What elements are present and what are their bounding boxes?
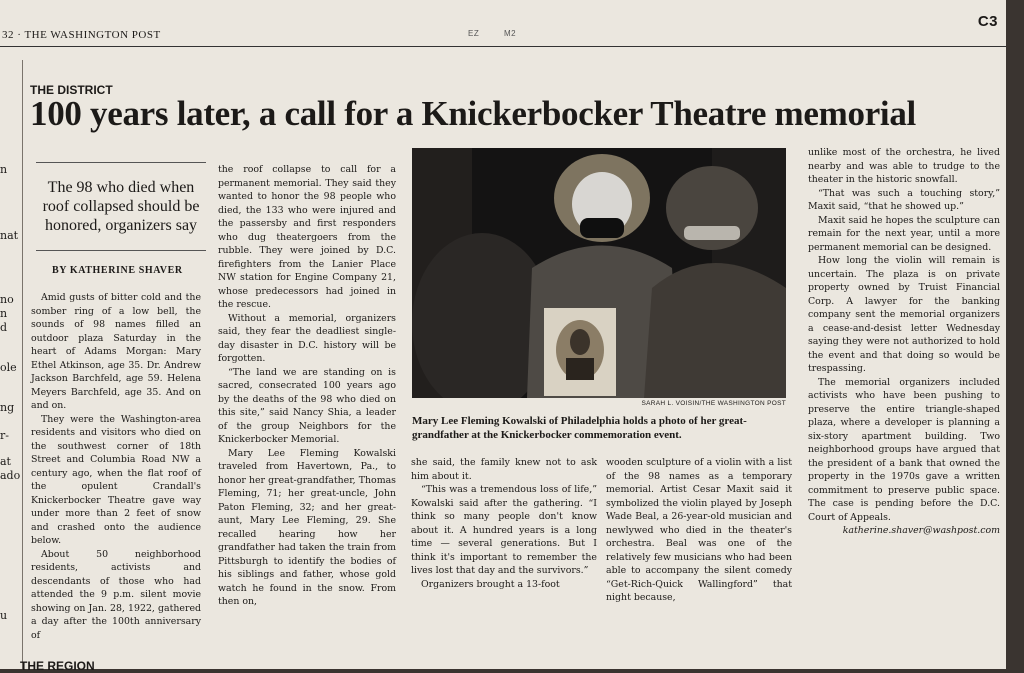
- fragment: d: [0, 321, 8, 334]
- news-photo: [412, 148, 786, 398]
- fragment: nat: [0, 229, 19, 242]
- paragraph: Mary Lee Fleming Kowalski traveled from Havertown, Pa., to honor her great-grandfather, Thomas Fleming, 71; her great-uncle, John Paton Fleming, 32; and her great-aunt, Mary Lee Fleming, 29. She recalled hearing how her grandfather had taken the train from Pittsburgh to identify the bodies of his siblings and father, whose gold watch he found in the snow. From then on,: [218, 447, 396, 607]
- headline: 100 years later, a call for a Knickerbocker Theatre memorial: [30, 94, 916, 133]
- paragraph: “This was a tremendous loss of life,” Kowalski said after the gathering. “I think so many people don't know about it. A hundred years is a long time — several generations. But I think it's important to remember the lives lost that day and the survivors.”: [411, 484, 597, 576]
- photo-caption: Mary Lee Fleming Kowalski of Philadelphia holds a photo of her great-grandfather at the Knickerbocker commemoration event.: [412, 415, 747, 441]
- fragment: ole: [0, 361, 17, 374]
- fragment: no: [0, 293, 14, 306]
- paragraph: “The land we are standing on is sacred, consecrated 100 years ago by the deaths of the 98 who died on this site,” said Nancy Shia, a leader of the group Neighbors for the Knickerbocker Memorial.: [218, 366, 396, 445]
- paragraph: They were the Washington-area residents and visitors who died on the southwest corner of 18th Street and Columbia Road NW a century ago, when the flat roof of the opulent Crandall's Knickerbocker Theatre gave way under more than 2 feet of snow and crashed onto the audience below.: [31, 413, 201, 546]
- fragment: at: [0, 455, 11, 468]
- paragraph: Organizers brought a 13-foot: [421, 578, 560, 590]
- fragment: ado: [0, 469, 21, 482]
- section-label: THE DISTRICT: [30, 83, 113, 97]
- next-section-label: THE REGION: [20, 659, 95, 673]
- article-column-4: [606, 456, 792, 605]
- photo-credit: SARAH L. VOISIN/THE WASHINGTON POST: [641, 400, 786, 407]
- paragraph: wooden sculpture of a violin with a list of the 98 names as a temporary memorial. Artist Cesar Maxit said it symbolized the violin played by Joseph Wade Beal, a 26-year-old musician and newlywed who died in the theater's orchestra. Beal was one of the relatively few musicians who had been able to accompany the silent comedy “Get-Rich-Quick Wallingford” that night because,: [606, 457, 792, 603]
- previous-page-edge: [0, 60, 23, 669]
- fragment: r-: [0, 429, 9, 442]
- deck: The 98 who died when roof collapsed should be honored, organizers say: [42, 179, 200, 234]
- edition-code: EZ: [468, 29, 480, 38]
- paragraph: the roof collapse to call for a permanent memorial. They said they wanted to honor the 98 people who died, the 133 who were injured and the passersby and first responders who dug theatergoers from the rubble. They were joined by D.C. firefighters from the Lanier Place NW station for Engine Company 21, whose predecessors had joined in the rescue.: [218, 164, 396, 310]
- paragraph: Maxit said he hopes the sculpture can remain for the next year, until a more permanent memorial can be designed.: [808, 214, 1000, 253]
- paragraph: Amid gusts of bitter cold and the somber ring of a low bell, the sounds of 98 names filled an outdoor plaza Saturday in the heart of Adams Morgan: Mary Ethel Atkinson, age 35. Dr. Andrew Jackson Barchfeld, age 59. Helena Meyers Barchfeld, age 35. And on and on.: [31, 292, 201, 411]
- paragraph: About 50 neighborhood residents, activists and descendants of those who had attended the 9 p.m. silent movie showing on Jan. 28, 1922, gathered a day after the 100th anniversary of: [31, 548, 201, 641]
- paragraph: How long the violin will remain is uncertain. The plaza is on private property owned by Truist Financial Corp. A lawyer for the banking company sent the memorial organizers a cease-and-desist letter Wednesday saying they were not authorized to hold the event and that doing so would be trespassing.: [808, 255, 1000, 374]
- deck-rule: [36, 162, 206, 163]
- paragraph: The memorial organizers included activists who have been pushing to preserve the entire triangle-shaped plaza, where a developer is planning a six-story apartment building. Two neighborhood groups have argued that the president of a bank that owned the property in the 1970s gave a written commitment to preserve public space. The case is pending before the D.C. Court of Appeals.: [808, 376, 1000, 523]
- paragraph: she said, the family knew not to ask him about it.: [411, 457, 597, 482]
- author-email: katherine.shaver@washpost.com: [842, 525, 1000, 536]
- article-column-3: [411, 456, 597, 591]
- edition-code: M2: [504, 29, 517, 38]
- fragment: n: [0, 307, 8, 320]
- article-column-1: [31, 291, 201, 642]
- fragment: ng: [0, 401, 15, 414]
- header-rule: [0, 46, 1006, 47]
- paragraph: Without a memorial, organizers said, they fear the deadliest single-day disaster in D.C. history will be forgotten.: [218, 312, 396, 364]
- paragraph: “That was such a touching story,” Maxit said, “that he showed up.”: [808, 187, 1000, 212]
- photo-illustration: [412, 148, 786, 398]
- page-folio-left: 32 · THE WASHINGTON POST: [2, 29, 161, 41]
- page-number: C3: [977, 13, 998, 30]
- deck-rule: [36, 250, 206, 251]
- article-column-5: [808, 146, 1000, 538]
- article-column-2: [218, 163, 396, 609]
- fragment: u: [0, 609, 8, 622]
- byline: BY KATHERINE SHAVER: [52, 265, 183, 276]
- fragment: n: [0, 163, 8, 176]
- paragraph: unlike most of the orchestra, he lived nearby and was able to trudge to the theater in the historic snowfall.: [808, 147, 1000, 185]
